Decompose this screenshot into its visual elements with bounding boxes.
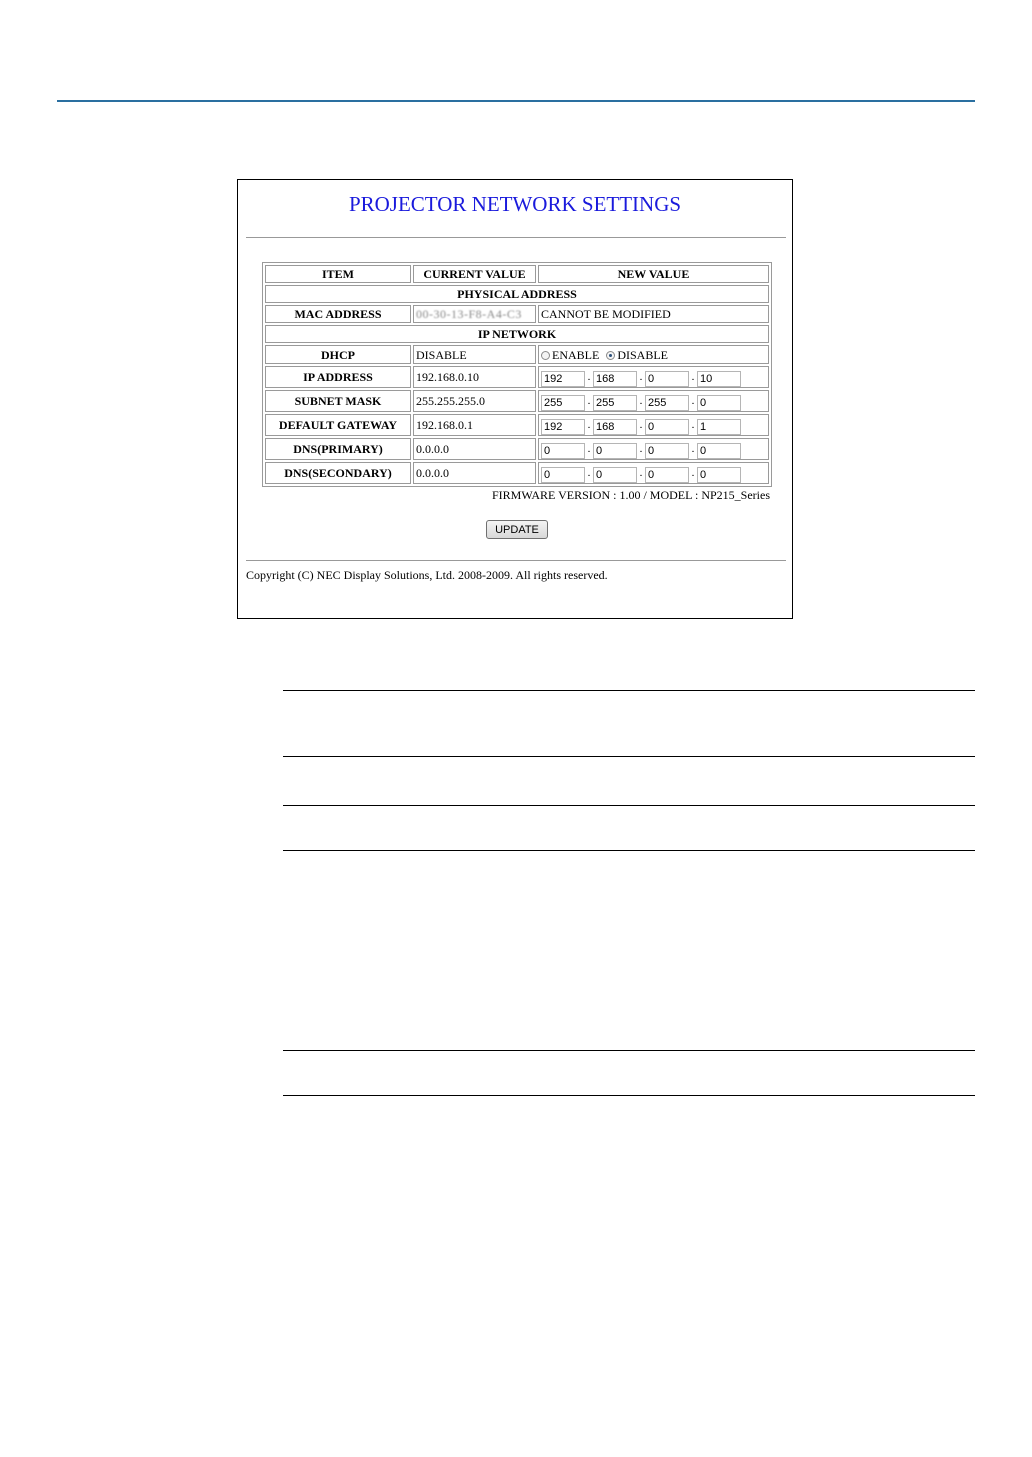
settings-table: [262, 262, 772, 487]
gateway-octet-4-input[interactable]: [697, 419, 741, 435]
dns2-octet-2-input[interactable]: [593, 467, 637, 483]
note-rule: [283, 1095, 975, 1096]
title-divider: [246, 237, 786, 238]
ip-address-label: IP ADDRESS: [265, 366, 411, 388]
gateway-octet-3-input[interactable]: [645, 419, 689, 435]
table-row: [265, 305, 769, 323]
copyright-text: Copyright (C) NEC Display Solutions, Ltd. 2008-2009. All rights reserved.: [246, 568, 608, 582]
dns1-octet-4-input[interactable]: [697, 443, 741, 459]
dns2-octet-1-input[interactable]: [541, 467, 585, 483]
note-rule: [283, 756, 975, 757]
dns2-octet-4-input[interactable]: [697, 467, 741, 483]
mac-value: 00-30-13-F8-A4-C3: [416, 307, 522, 321]
ip-address-new: 192 .168 .0 .10: [538, 366, 769, 388]
gateway-new: 192 .168 .0 .1: [538, 414, 769, 436]
dhcp-label: DHCP: [265, 345, 411, 364]
note-rule: [283, 690, 975, 691]
table-row: [265, 390, 769, 412]
table-row: [265, 438, 769, 460]
dns-primary-new: 0 .0 .0 .0: [538, 438, 769, 460]
section-ip: IP NETWORK: [265, 325, 769, 343]
header-new: NEW VALUE: [538, 265, 769, 283]
mac-new: CANNOT BE MODIFIED: [538, 305, 769, 323]
note-rule: [283, 850, 975, 851]
dhcp-disable-radio[interactable]: [606, 351, 615, 360]
dns2-octet-3-input[interactable]: [645, 467, 689, 483]
table-row: [265, 462, 769, 484]
ip-octet-3-input[interactable]: [645, 371, 689, 387]
table-row: [265, 345, 769, 364]
update-button[interactable]: UPDATE: [486, 520, 548, 539]
subnet-octet-4-input[interactable]: [697, 395, 741, 411]
subnet-octet-3-input[interactable]: [645, 395, 689, 411]
dns-secondary-label: DNS(SECONDARY): [265, 462, 411, 484]
page-title: PROJECTOR NETWORK SETTINGS: [348, 192, 682, 216]
dhcp-new: [538, 345, 769, 364]
subnet-mask-new: 255 .255 .255 .0: [538, 390, 769, 412]
section-row: [265, 285, 769, 303]
dns-primary-label: DNS(PRIMARY): [265, 438, 411, 460]
dhcp-enable-radio[interactable]: [541, 351, 550, 360]
header-rule: [57, 100, 975, 102]
dns1-octet-2-input[interactable]: [593, 443, 637, 459]
dns1-octet-3-input[interactable]: [645, 443, 689, 459]
dns-secondary-new: 0 .0 .0 .0: [538, 462, 769, 484]
footer-divider: [246, 560, 786, 561]
subnet-mask-label: SUBNET MASK: [265, 390, 411, 412]
dhcp-current: DISABLE: [413, 345, 536, 364]
gateway-octet-2-input[interactable]: [593, 419, 637, 435]
subnet-octet-1-input[interactable]: [541, 395, 585, 411]
ip-address-current: 192.168.0.10: [413, 366, 536, 388]
table-row: [265, 366, 769, 388]
mac-current: [413, 305, 536, 323]
note-rule: [283, 805, 975, 806]
firmware-version: FIRMWARE VERSION : 1.00 / MODEL : NP215_Series: [491, 488, 770, 502]
dns-secondary-current: 0.0.0.0: [413, 462, 536, 484]
gateway-octet-1-input[interactable]: [541, 419, 585, 435]
header-item: ITEM: [265, 265, 411, 283]
ip-octet-2-input[interactable]: [593, 371, 637, 387]
dhcp-enable-label[interactable]: ENABLE: [552, 348, 600, 363]
dns-primary-current: 0.0.0.0: [413, 438, 536, 460]
subnet-mask-current: 255.255.255.0: [413, 390, 536, 412]
header-current: CURRENT VALUE: [413, 265, 536, 283]
ip-octet-1-input[interactable]: [541, 371, 585, 387]
gateway-current: 192.168.0.1: [413, 414, 536, 436]
table-header-row: [265, 265, 769, 283]
note-rule: [283, 1050, 975, 1051]
section-row: [265, 325, 769, 343]
ip-octet-4-input[interactable]: [697, 371, 741, 387]
mac-label: MAC ADDRESS: [265, 305, 411, 323]
network-settings-screenshot: [237, 179, 793, 619]
table-row: [265, 414, 769, 436]
subnet-octet-2-input[interactable]: [593, 395, 637, 411]
section-physical: PHYSICAL ADDRESS: [265, 285, 769, 303]
gateway-label: DEFAULT GATEWAY: [265, 414, 411, 436]
dns1-octet-1-input[interactable]: [541, 443, 585, 459]
dhcp-disable-label[interactable]: DISABLE: [617, 348, 668, 363]
